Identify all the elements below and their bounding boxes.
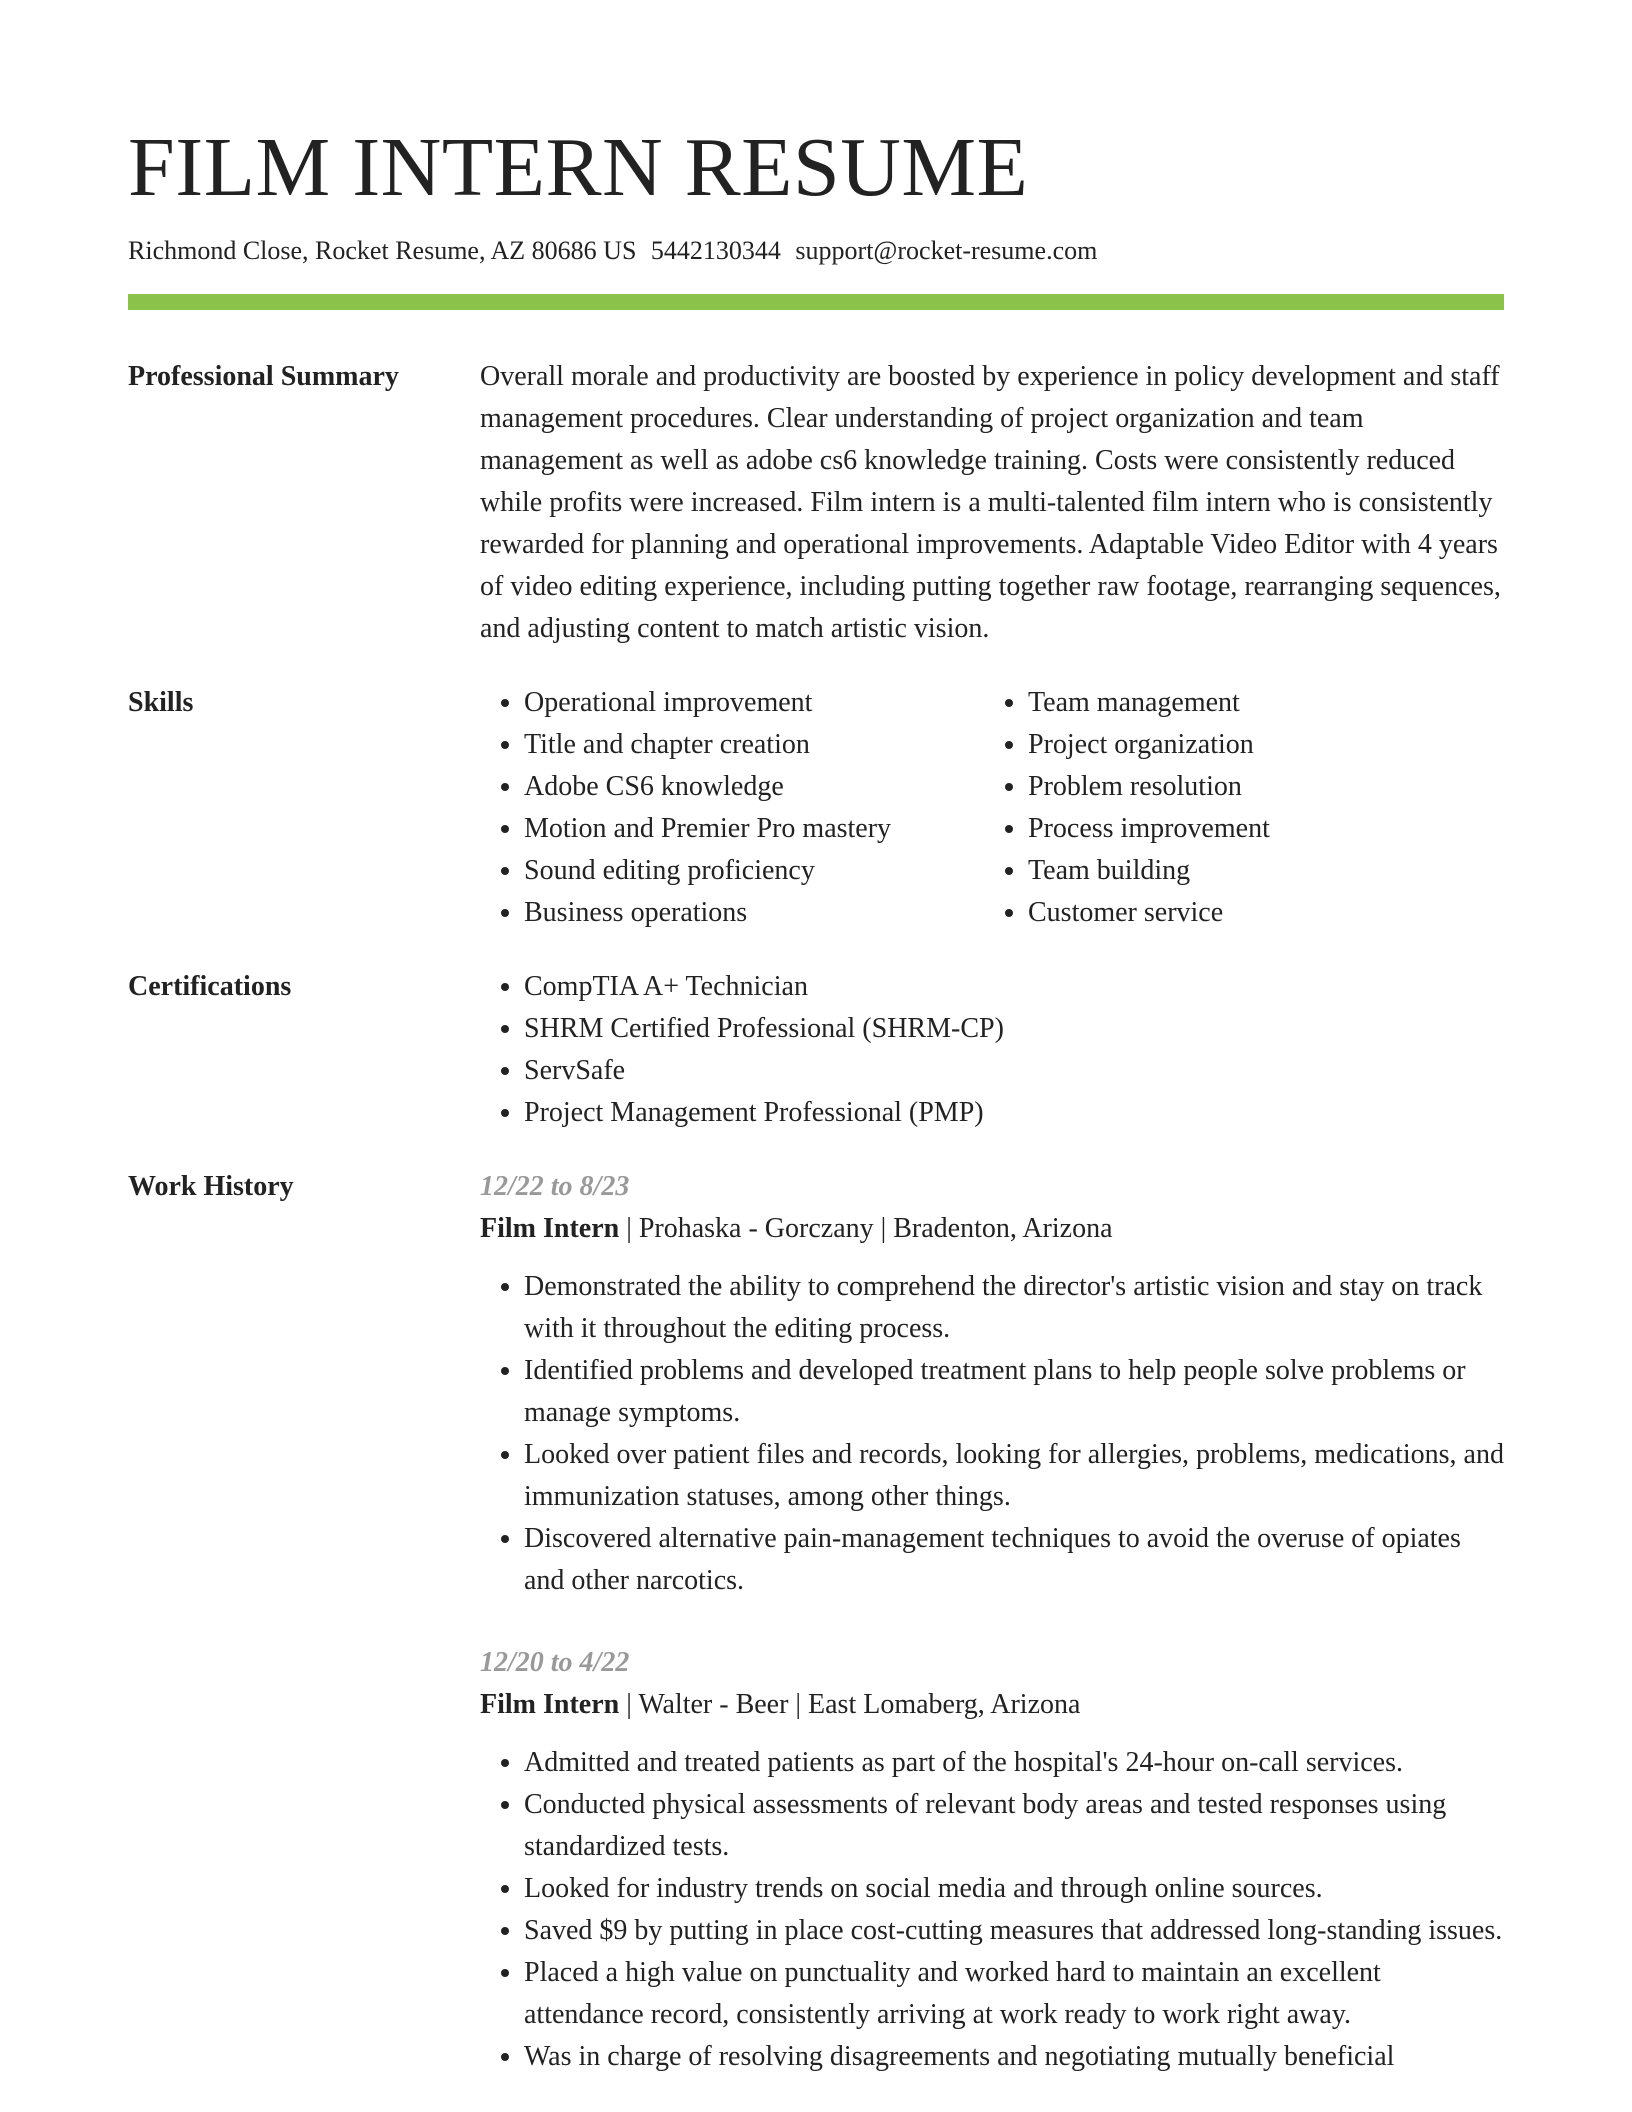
certification-item: • ServSafe xyxy=(524,1050,1504,1092)
job-company-location: | Prohaska - Gorczany | Bradenton, Arizona xyxy=(619,1213,1113,1244)
job-bullet: • Conducted physical assessments of relevant body areas and tested responses using standardized tests. xyxy=(524,1784,1504,1868)
job-dates: 12/20 to 4/22 xyxy=(480,1647,630,1678)
contact-line xyxy=(128,234,1504,268)
job-bullet: • Admitted and treated patients as part of the hospital's 24-hour on-call services. xyxy=(524,1742,1504,1784)
skills-list-left xyxy=(480,682,984,934)
summary-label: Professional Summary xyxy=(128,361,399,392)
job-bullet: • Demonstrated the ability to comprehend the director's artistic vision and stay on track with it throughout the editing process. xyxy=(524,1266,1504,1350)
certifications-list xyxy=(480,966,1504,1134)
job-dates: 12/22 to 8/23 xyxy=(480,1171,630,1202)
resume-page xyxy=(128,118,1504,2078)
job-bullet: • Discovered alternative pain-management techniques to avoid the overuse of opiates and other narcotics. xyxy=(524,1518,1504,1602)
job-bullet: • Saved $9 by putting in place cost-cutting measures that addressed long-standing issues. xyxy=(524,1910,1504,1952)
job-bullets xyxy=(480,1266,1504,1602)
header-divider xyxy=(128,294,1504,310)
contact-email: support@rocket-resume.com xyxy=(795,236,1098,265)
job-title: Film Intern xyxy=(480,1213,620,1244)
contact-address: Richmond Close, Rocket Resume, AZ 80686 US xyxy=(128,236,637,265)
skill-item: • Sound editing proficiency xyxy=(524,850,984,892)
job-entry xyxy=(480,1642,1504,2078)
job-bullet: • Placed a high value on punctuality and worked hard to maintain an excellent attendance record, consistently arriving at work ready to work right away. xyxy=(524,1952,1504,2036)
summary-text: Overall morale and productivity are boosted by experience in policy development and staff management procedures. Clear understanding of project organization and team management as well as adobe cs6 knowledge training. Costs were consistently reduced while profits were increased. Film intern is a multi-talented film intern who is consistently rewarded for planning and operational improvements. Adaptable Video Editor with 4 years of video editing experience, including putting together raw footage, rearranging sequences, and adjusting content to match artistic vision. xyxy=(480,361,1501,644)
resume-title: FILM INTERN RESUME xyxy=(128,121,1029,214)
job-bullet: • Was in charge of resolving disagreements and negotiating mutually beneficial xyxy=(524,2036,1504,2078)
certification-item: • Project Management Professional (PMP) xyxy=(524,1092,1504,1134)
skill-item: • Adobe CS6 knowledge xyxy=(524,766,984,808)
certifications-label: Certifications xyxy=(128,971,292,1002)
job-bullets xyxy=(480,1742,1504,2078)
skill-item: • Operational improvement xyxy=(524,682,984,724)
job-company-location: | Walter - Beer | East Lomaberg, Arizona xyxy=(619,1689,1081,1720)
certification-item: • CompTIA A+ Technician xyxy=(524,966,1504,1008)
certification-item: • SHRM Certified Professional (SHRM-CP) xyxy=(524,1008,1504,1050)
skill-item: • Customer service xyxy=(1028,892,1488,934)
skill-item: • Team management xyxy=(1028,682,1488,724)
skill-item: • Motion and Premier Pro mastery xyxy=(524,808,984,850)
skills-list-right xyxy=(984,682,1488,934)
skill-item: • Project organization xyxy=(1028,724,1488,766)
job-entry xyxy=(480,1166,1504,1602)
certifications-section xyxy=(128,966,1504,1134)
skills-label: Skills xyxy=(128,687,194,718)
skill-item: • Business operations xyxy=(524,892,984,934)
job-title: Film Intern xyxy=(480,1689,620,1720)
job-bullet: • Looked for industry trends on social media and through online sources. xyxy=(524,1868,1504,1910)
skill-item: • Process improvement xyxy=(1028,808,1488,850)
job-heading xyxy=(480,1208,1504,1250)
skill-item: • Title and chapter creation xyxy=(524,724,984,766)
work-history-section xyxy=(128,1166,1504,2078)
resume-body xyxy=(128,356,1504,2078)
job-bullet: • Identified problems and developed treatment plans to help people solve problems or manage symptoms. xyxy=(524,1350,1504,1434)
job-bullet: • Looked over patient files and records, looking for allergies, problems, medications, and immunization statuses, among other things. xyxy=(524,1434,1504,1518)
skill-item: • Problem resolution xyxy=(1028,766,1488,808)
skills-section xyxy=(128,682,1504,934)
contact-phone: 5442130344 xyxy=(650,236,781,265)
work-history-label: Work History xyxy=(128,1171,294,1202)
job-heading xyxy=(480,1684,1504,1726)
skill-item: • Team building xyxy=(1028,850,1488,892)
summary-section xyxy=(128,356,1504,650)
